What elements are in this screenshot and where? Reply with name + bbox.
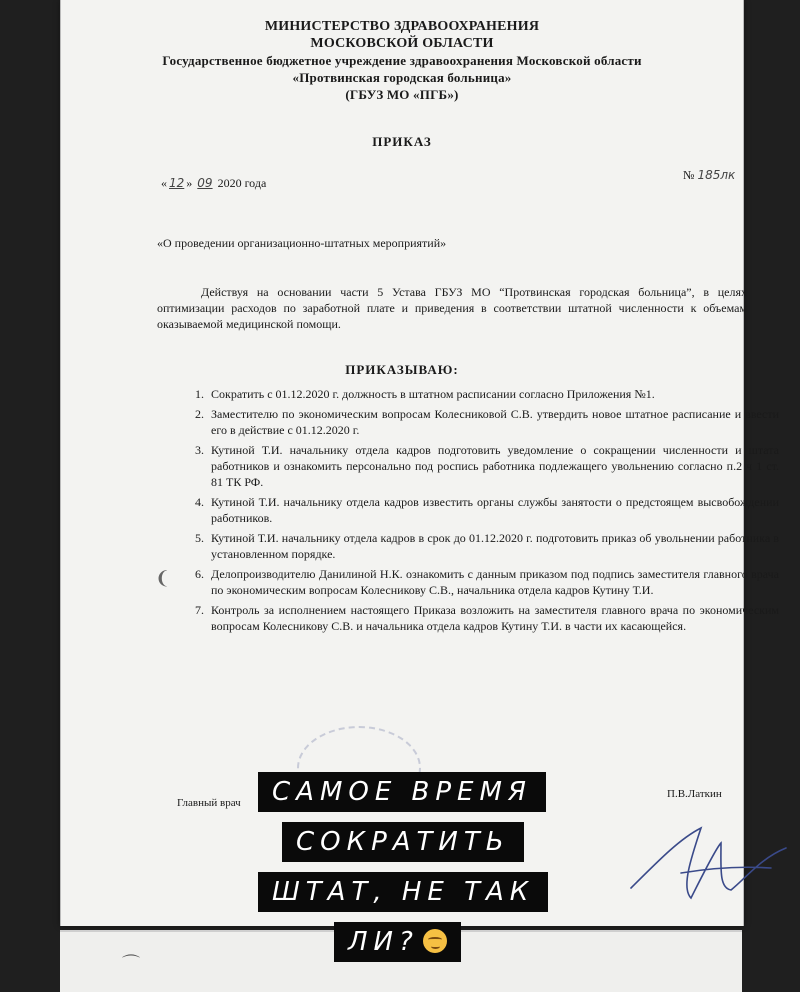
order-item: 4. Кутиной Т.И. начальнику отдела кадров известить органы службы занятости о предстоящем высвобождении работников. (207, 494, 779, 526)
order-item: 1. Сократить с 01.12.2020 г. должность в штатном расписании согласно Приложения №1. (207, 386, 779, 402)
region-name: МОСКОВСКОЙ ОБЛАСТИ (310, 36, 494, 51)
hospital-name: «Протвинская городская больница» (292, 70, 512, 85)
date-open-quote: « (161, 176, 167, 190)
order-subject: «О проведении организационно-штатных мероприятий» (157, 236, 447, 250)
signatory-role: Главный врач (177, 797, 241, 809)
order-date (161, 176, 266, 191)
date-close-quote: » (186, 176, 193, 190)
caption-line: ШТАТ, НЕ ТАК (258, 872, 548, 912)
number-value: 185лк (697, 168, 736, 182)
handwritten-signature (621, 818, 791, 908)
hospital-abbrev: (ГБУЗ МО «ПГБ») (345, 87, 459, 102)
order-preamble: Действуя на основании части 5 Устава ГБУЗ МО “Протвинская городская больница”, в целях оптимизации расходов по заработной плате и приведения в соответствии штатной численности к объемам оказываемой медицинской помощи. (157, 285, 747, 331)
date-month: 09 (197, 176, 213, 190)
date-year: 2020 года (217, 176, 267, 190)
document-title: ПРИКАЗ (372, 134, 432, 149)
ministry-name: МИНИСТЕРСТВО ЗДРАВООХРАНЕНИЯ (264, 19, 540, 34)
caption-line: САМОЕ ВРЕМЯ (258, 772, 546, 812)
caption-line: СОКРАТИТЬ (282, 822, 524, 862)
order-item: 6. Делопроизводителю Данилиной Н.К. ознакомить с данным приказом под подпись заместителя главного врача по экономическим вопросам Колесникову С.В., начальника отдела кадров Кутину Т.И. (207, 566, 779, 598)
institution-name: Государственное бюджетное учреждение здравоохранения Московской области (162, 53, 642, 68)
date-day: 12 (169, 176, 185, 190)
page-mark-icon: ⌒ (122, 954, 140, 974)
signatory-name: П.В.Латкин (667, 788, 722, 800)
order-item: 7. Контроль за исполнением настоящего Приказа возложить на заместителя главного врача по экономическим вопросам Колесникову С.В. и начальника отдела кадров Кутину Т.И. в части их касающейся. (207, 602, 779, 634)
order-item: 3. Кутиной Т.И. начальнику отдела кадров подготовить уведомление о сокращении численности и штата работников и ознакомить персонально под роспись работника подлежащего увольнению согласно п.2 ч 1 ст. 81 ТК РФ. (207, 442, 779, 490)
order-item: 2. Заместителю по экономическим вопросам Колесниковой С.В. утвердить новое штатное расписание и ввести его в действие с 01.12.2020 г. (207, 406, 779, 438)
number-prefix: № (683, 168, 695, 182)
caption-line-last (334, 922, 461, 962)
margin-mark-icon: ❨ (155, 568, 171, 588)
order-number (683, 168, 735, 183)
order-heading: ПРИКАЗЫВАЮ: (345, 362, 459, 377)
document-header (61, 18, 743, 103)
order-items-list (177, 386, 779, 638)
order-item: 5. Кутиной Т.И. начальнику отдела кадров в срок до 01.12.2020 г. подготовить приказ об увольнении работника в установленном порядке. (207, 530, 779, 562)
caption-text: ЛИ? (348, 927, 419, 957)
smirking-face-emoji-icon (423, 929, 447, 953)
